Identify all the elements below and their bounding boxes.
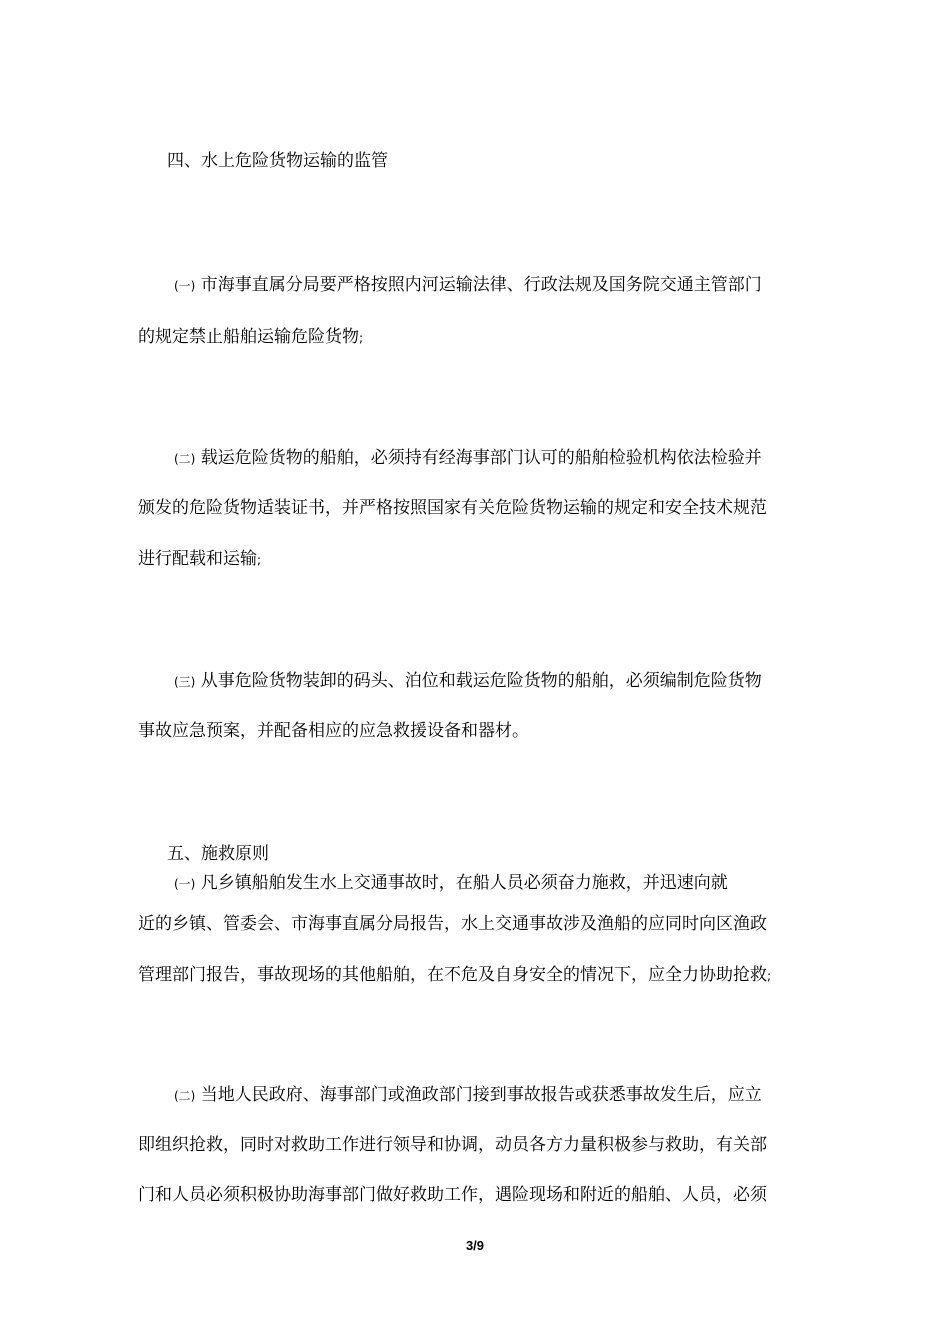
paragraph-text: 事故应急预案，并配备相应的应急救援设备和器材。: [138, 721, 529, 741]
paragraph-line: [138, 1184, 767, 1206]
paragraph-line: [138, 1134, 767, 1156]
paragraph-text: 进行配载和运输: [138, 549, 257, 569]
paragraph-line: [174, 447, 762, 470]
paragraph-line: [138, 720, 529, 742]
paragraph-text: 市海事直属分局要严格按照内河运输法律、行政法规及国务院交通主管部门: [200, 275, 762, 295]
paragraph-line: [138, 913, 767, 935]
paragraph-text: 管理部门报告，事故现场的其他船舶，在不危及自身安全的情况下，应全力协助抢救: [138, 965, 767, 985]
paragraph-text: 的规定禁止船舶运输危险货物: [138, 327, 359, 347]
list-marker: (三): [174, 675, 196, 689]
paragraph-text: 近的乡镇、管委会、市海事直属分局报告，水上交通事故涉及渔船的应同时向区渔政: [138, 914, 767, 934]
paragraph-line: [138, 497, 767, 519]
paragraph-line: [138, 964, 771, 987]
paragraph-text: 颁发的危险货物适装证书，并严格按照国家有关危险货物运输的规定和安全技术规范: [138, 498, 767, 518]
paragraph-text: 门和人员必须积极协助海事部门做好救助工作，遇险现场和附近的船舶、人员，必须: [138, 1185, 767, 1205]
paragraph-text: 当地人民政府、海事部门或渔政部门接到事故报告或获悉事故发生后，应立: [200, 1085, 762, 1105]
paragraph-line: [138, 326, 363, 349]
punctuation: ;: [257, 553, 262, 567]
punctuation: ;: [359, 331, 364, 345]
paragraph-line: [174, 1084, 762, 1107]
list-marker: (一): [174, 877, 196, 891]
list-marker: (一): [174, 279, 196, 293]
list-marker: (二): [174, 452, 196, 466]
paragraph-line: [138, 548, 261, 571]
paragraph-text: 从事危险货物装卸的码头、泊位和载运危险货物的船舶，必须编制危险货物: [200, 671, 762, 691]
paragraph-text: 即组织抢救，同时对救助工作进行领导和协调，动员各方力量积极参与救助，有关部: [138, 1135, 767, 1155]
paragraph-text: 凡乡镇船舶发生水上交通事故时，在船人员必须奋力施救，并迅速向就: [200, 873, 728, 893]
punctuation: ;: [767, 969, 772, 983]
list-marker: (二): [174, 1089, 196, 1103]
paragraph-line: [174, 274, 762, 297]
paragraph-line: [174, 670, 762, 693]
section-heading-five: 五、施救原则: [167, 844, 269, 864]
paragraph-text: 载运危险货物的船舶，必须持有经海事部门认可的船舶检验机构依法检验并: [200, 448, 762, 468]
page-number: 3/9: [465, 1238, 485, 1253]
paragraph-line: [174, 872, 728, 895]
section-heading-four: 四、水上危险货物运输的监管: [167, 151, 388, 171]
